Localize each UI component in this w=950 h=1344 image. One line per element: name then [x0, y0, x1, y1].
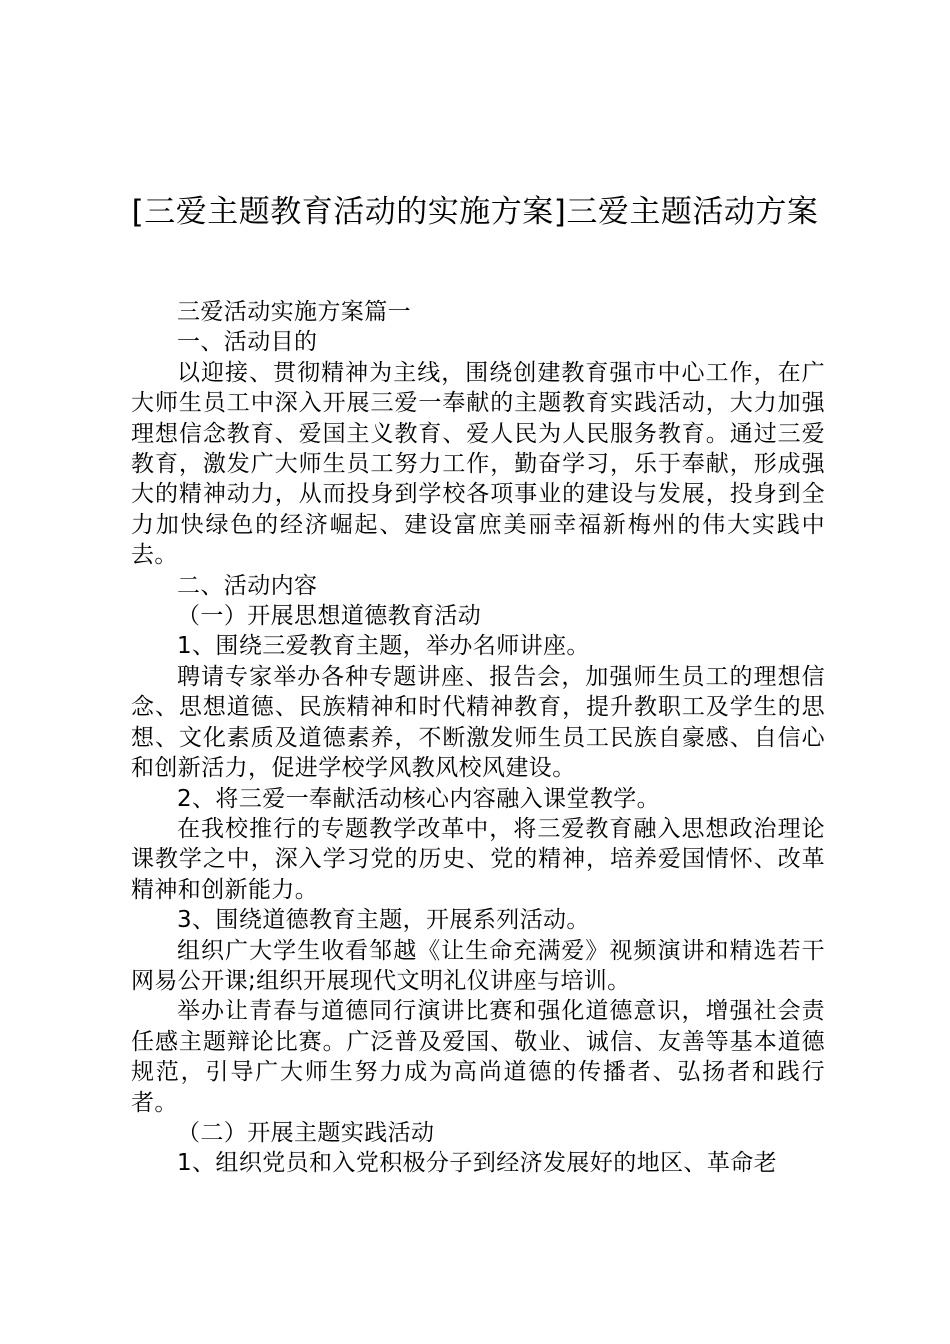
- item-heading: 1、组织党员和入党积极分子到经济发展好的地区、革命老: [177, 1150, 778, 1177]
- body-paragraph: 在我校推行的专题教学改革中，将三爱教育融入思想政治理论课教学之中，深入学习党的历史、党的精神，培养爱国情怀、改革精神和创新能力。: [131, 815, 825, 903]
- body-paragraph: 举办让青春与道德同行演讲比赛和强化道德意识，增强社会责任感主题辩论比赛。广泛普及爱国、敬业、诚信、友善等基本道德规范，引导广大师生努力成为高尚道德的传播者、弘扬者和践行者。: [131, 998, 825, 1116]
- document-body: [131, 297, 825, 1179]
- subsection-heading: （一）开展思想道德教育活动: [177, 603, 482, 630]
- body-paragraph: 组织广大学生收看邹越《让生命充满爱》视频演讲和精选若干网易公开课;组织开展现代文明礼仪讲座与培训。: [131, 937, 825, 994]
- section-heading: 一、活动目的: [177, 329, 318, 356]
- section-heading: 三爱活动实施方案篇一: [177, 299, 411, 325]
- item-heading: 1、围绕三爱教育主题，举办名师讲座。: [177, 633, 590, 660]
- item-heading: 2、将三爱一奉献活动核心内容融入课堂教学。: [177, 785, 661, 812]
- body-paragraph: 聘请专家举办各种专题讲座、报告会，加强师生员工的理想信念、思想道德、民族精神和时代精神教育，提升教职工及学生的思想、文化素质及道德素养，不断激发师生员工民族自豪感、自信心和创新活力，促进学校学风教风校风建设。: [131, 663, 825, 782]
- document-title: [三爱主题教育活动的实施方案]三爱主题活动方案: [131, 194, 819, 230]
- item-heading: 3、围绕道德教育主题，开展系列活动。: [177, 907, 590, 934]
- subsection-heading: （二）开展主题实践活动: [177, 1119, 435, 1146]
- body-paragraph: 以迎接、贯彻精神为主线，围绕创建教育强市中心工作，在广大师生员工中深入开展三爱一奉献的主题教育实践活动，大力加强理想信念教育、爱国主义教育、爱人民为人民服务教育。通过三爱教育，激发广大师生员工努力工作，勤奋学习，乐于奉献，形成强大的精神动力，从而投身到学校各项事业的建设与发展，投身到全力加快绿色的经济崛起、建设富庶美丽幸福新梅州的伟大实践中去。: [131, 359, 825, 569]
- section-heading: 二、活动内容: [177, 572, 318, 599]
